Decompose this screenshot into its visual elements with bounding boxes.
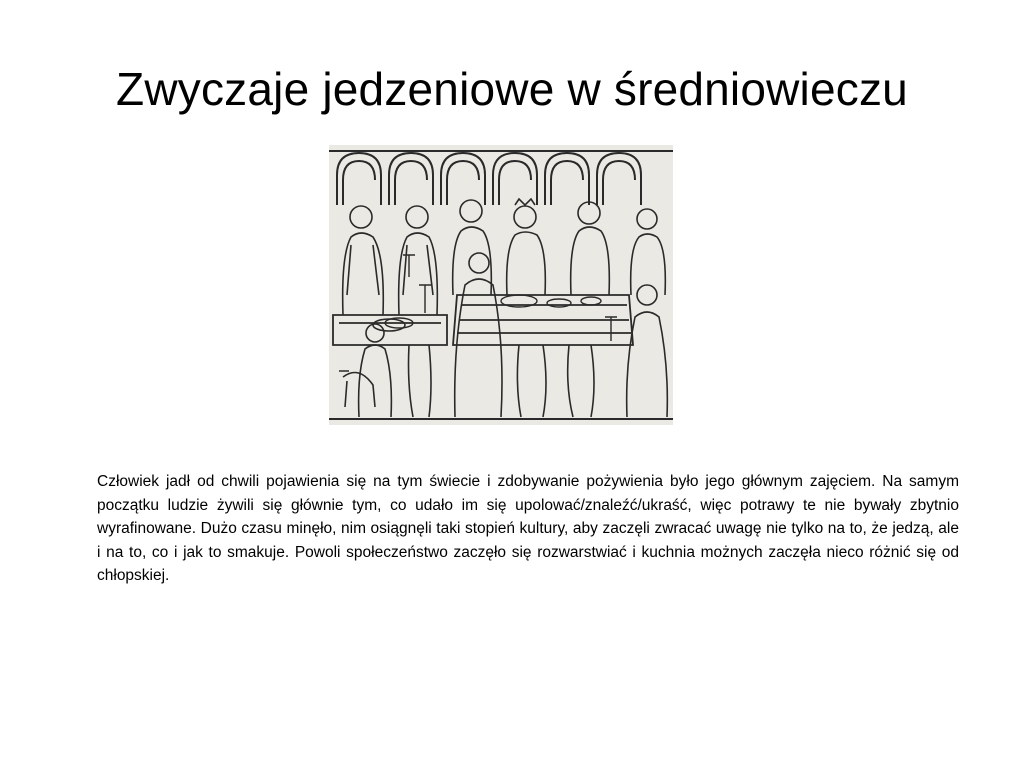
slide-title: Zwyczaje jedzeniowe w średniowieczu <box>116 63 908 115</box>
medieval-feast-illustration <box>329 145 673 425</box>
body-paragraph: Człowiek jadł od chwili pojawienia się na tym świecie i zdobywanie pożywienia było jego głównym zajęciem. Na samym początku ludzie żywili się głównie tym, co udało im się upolować/znaleźć/ukraść, więc potrawy te nie bywały zbytnio wyrafinowane. Dużo czasu minęło, nim osiągnęli taki stopień kultury, aby zaczęli zwracać uwagę nie tylko na to, że jedzą, ale i na to, co i jak to smakuje. Powoli społeczeństwo zaczęło się rozwarstwiać i kuchnia możnych zaczęła nieco różnić się od chłopskiej. <box>97 473 959 584</box>
feast-drawing <box>329 145 673 425</box>
